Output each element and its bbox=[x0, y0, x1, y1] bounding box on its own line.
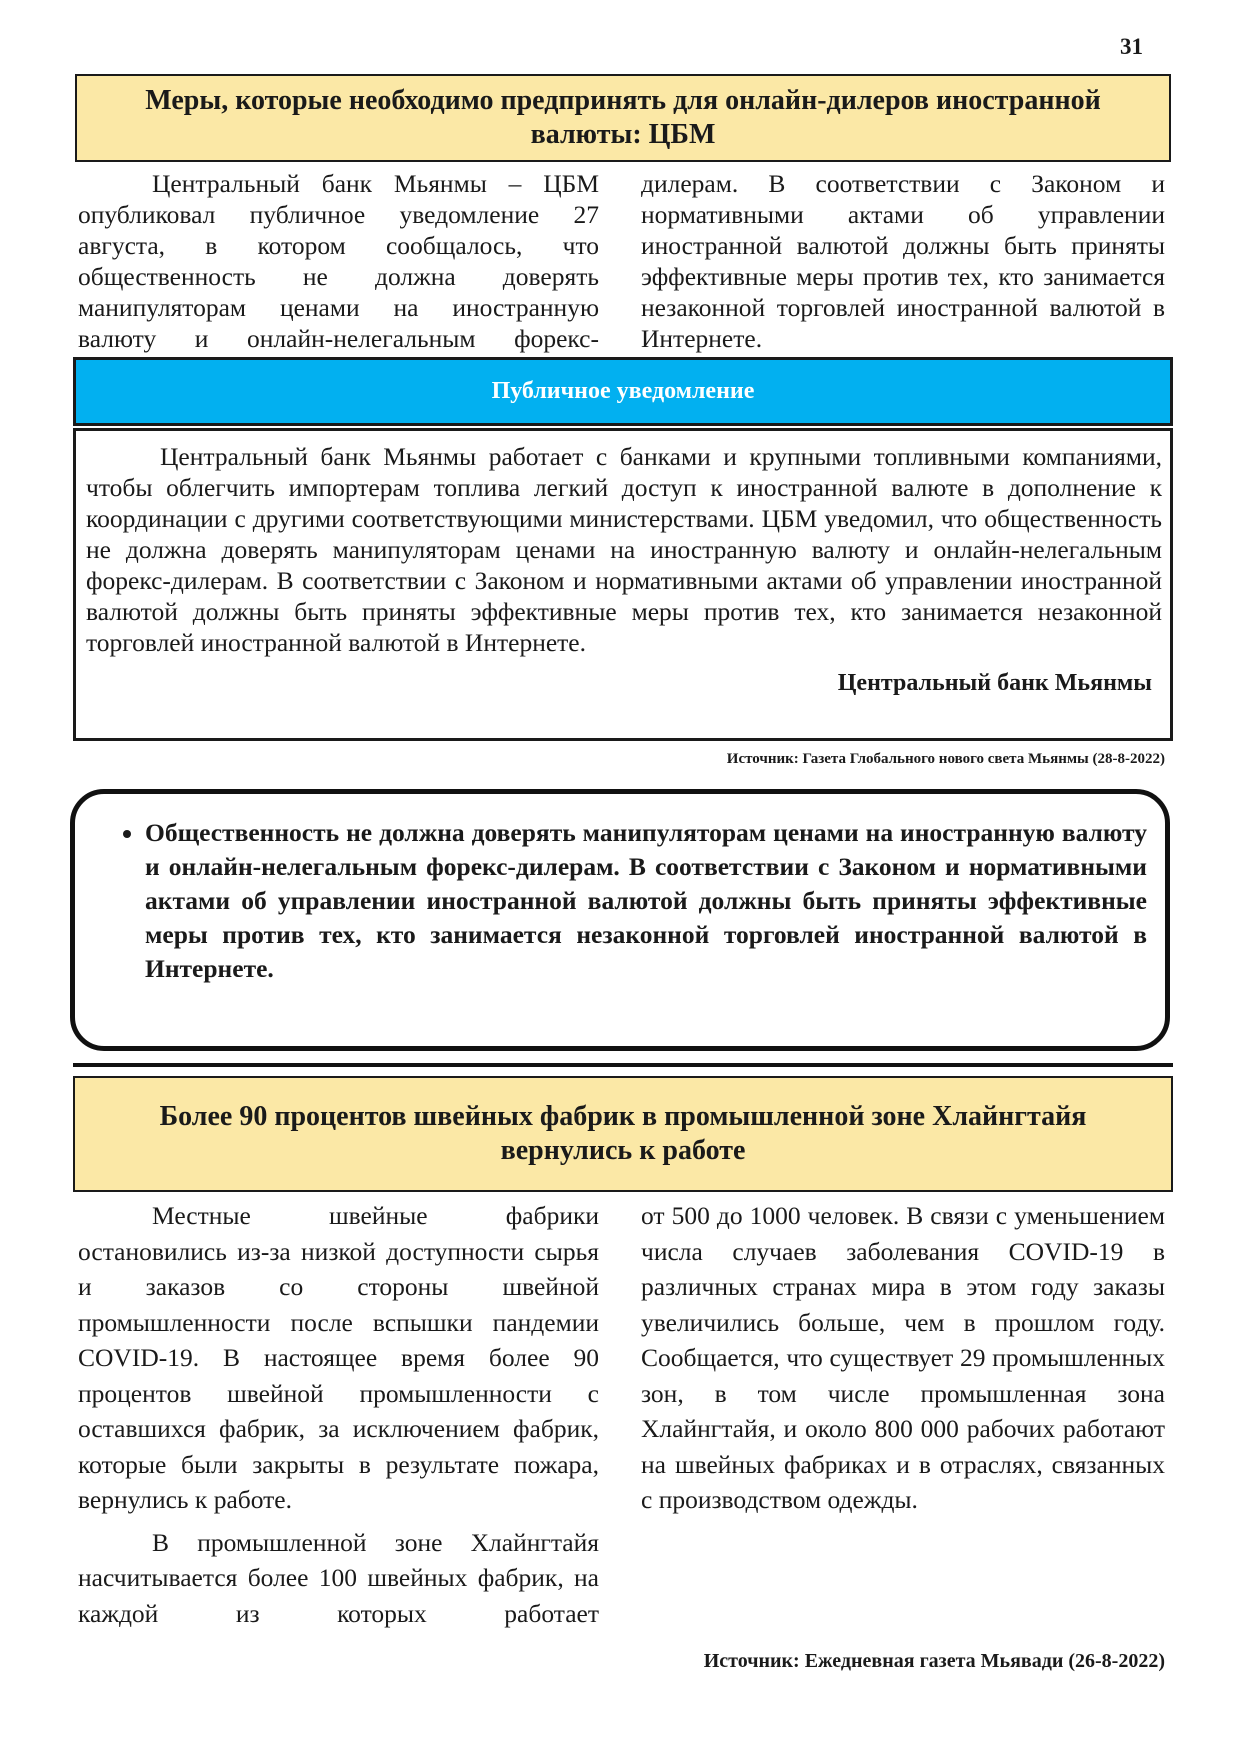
article2-left-p2: В промышленной зоне Хлайнгтайя насчитывается более 100 швейных фабрик, на каждой из которых работает bbox=[78, 1527, 599, 1628]
notice-signature: Центральный банк Мьянмы bbox=[837, 670, 1152, 696]
article1-col-left-text: Центральный банк Мьянмы – ЦБМ опубликовал публичное уведомление 27 августа, в котором сообщалось, что общественность не должна доверять манипуляторам ценами на иностранную валюту и онлайн-нелегальным форекс- bbox=[78, 169, 599, 353]
article1-title-box bbox=[75, 74, 1171, 162]
article1-col-right-text: дилерам. В соответствии с Законом и нормативными актами об управлении иностранной валютой должны быть приняты эффективные меры против тех, кто занимается незаконной торговлей иностранной валютой в Интернете. bbox=[641, 169, 1165, 353]
notice-body: Центральный банк Мьянмы работает с банками и крупными топливными компаниями, чтобы облегчить импортерам топлива легкий доступ к иностранной валюте в дополнение к координации с другими соответствующими министерствами. ЦБМ уведомил, что общественность не должна доверять манипуляторам ценами на иностранную валюту и онлайн-нелегальным форекс-дилерам. В соответствии с Законом и нормативными актами об управлении иностранной валютой должны быть приняты эффективные меры против тех, кто занимается незаконной торговлей иностранной валютой в Интернете. bbox=[86, 442, 1162, 657]
section-divider bbox=[73, 1063, 1173, 1067]
article1-col-right bbox=[641, 168, 1165, 354]
article2-source: Источник: Ежедневная газета Мьявади (26-8-2022) bbox=[703, 1650, 1165, 1672]
callout-box bbox=[70, 789, 1170, 1051]
notice-header-label: Публичное уведомление bbox=[491, 378, 755, 404]
notice-box bbox=[73, 428, 1173, 741]
article2-col-right bbox=[641, 1198, 1165, 1518]
article2-title-line2: вернулись к работе bbox=[500, 1135, 746, 1166]
page-number: 31 bbox=[1120, 34, 1143, 59]
article2-left-p1: Местные швейные фабрики остановились из-за низкой доступности сырья и заказов со стороны швейной промышленности после вспышки пандемии COVID-19. В настоящее время более 90 процентов швейной промышленности с оставшихся фабрик, за исключением фабрик, которые были закрыты в результате пожара, вернулись к работе. bbox=[78, 1201, 599, 1514]
article1-title-line1: Меры, которые необходимо предпринять для онлайн-дилеров иностранной bbox=[145, 85, 1101, 116]
callout-bullet: • Общественность не должна доверять манипуляторам ценами на иностранную валюту и онлайн-нелегальным форекс-дилерам. В соответствии с Законом и нормативными актами об управлении иностранной валютой должны быть приняты эффективные меры против тех, кто занимается незаконной торговлей иностранной валютой в Интернете. bbox=[145, 816, 1147, 986]
article1-title-line2: валюты: ЦБМ bbox=[530, 119, 716, 150]
article2-col-left bbox=[78, 1198, 599, 1631]
article2-title-line1: Более 90 процентов швейных фабрик в промышленной зоне Хлайнгтайя bbox=[159, 1101, 1087, 1132]
callout-list bbox=[97, 816, 1147, 986]
article2-right-p1: от 500 до 1000 человек. В связи с уменьшением числа случаев заболевания COVID-19 в различных странах мира в этом году заказы увеличились больше, чем в прошлом году. Сообщается, что существует 29 промышленных зон, в том числе промышленная зона Хлайнгтайя, и около 800 000 рабочих работают на швейных фабриках и в отраслях, связанных с производством одежды. bbox=[641, 1201, 1165, 1514]
notice-header bbox=[73, 357, 1173, 426]
article2-title-box bbox=[73, 1076, 1173, 1192]
notice-source: Источник: Газета Глобального нового света Мьянмы (28-8-2022) bbox=[726, 751, 1165, 767]
article1-col-left bbox=[78, 168, 599, 354]
